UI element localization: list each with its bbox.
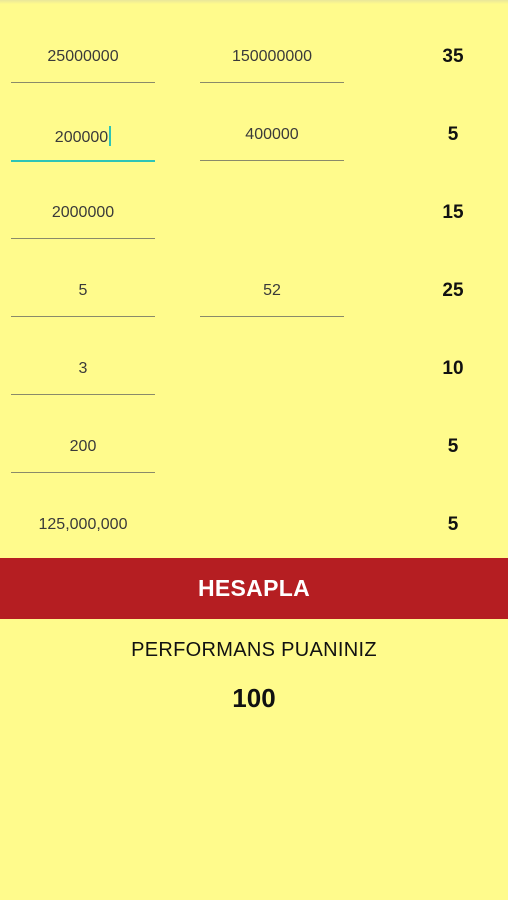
input-value: 5 <box>78 282 88 299</box>
input-underline-focused <box>11 160 155 162</box>
result-label: PERFORMANS PUANINIZ <box>131 639 377 661</box>
input-field-1[interactable] <box>11 36 155 114</box>
input-field-2[interactable] <box>200 114 344 192</box>
input-value: 2000000 <box>51 204 115 221</box>
calculate-button[interactable] <box>0 558 508 619</box>
input-field-2[interactable] <box>200 270 344 348</box>
input-underline <box>11 316 155 317</box>
input-underline <box>200 82 344 83</box>
criteria-row <box>0 36 508 114</box>
input-field-1[interactable] <box>11 426 155 504</box>
input-field-1[interactable] <box>11 348 155 426</box>
input-value: 52 <box>263 282 281 299</box>
input-field-2[interactable] <box>200 36 344 114</box>
status-shadow <box>0 0 508 4</box>
input-underline <box>11 82 155 83</box>
criteria-row <box>0 426 508 504</box>
row-score: 5 <box>447 514 459 535</box>
result-value: 100 <box>232 683 276 713</box>
text-caret <box>109 126 111 146</box>
criteria-row <box>0 114 508 192</box>
input-value-wrap <box>11 126 155 147</box>
calculate-button-label: HESAPLA <box>197 575 310 601</box>
input-value: 25000000 <box>47 48 119 65</box>
criteria-row <box>0 192 508 270</box>
criteria-row <box>0 348 508 426</box>
row-score: 10 <box>442 358 464 379</box>
input-underline <box>11 394 155 395</box>
row-score: 35 <box>442 46 464 67</box>
input-field-1[interactable] <box>11 114 155 192</box>
criteria-row <box>0 270 508 348</box>
input-field-1[interactable] <box>11 270 155 348</box>
row-score: 5 <box>447 436 459 457</box>
input-underline <box>200 316 344 317</box>
row-score: 25 <box>442 280 464 301</box>
input-value: 200 <box>69 438 97 455</box>
computed-value: 125,000,000 <box>38 516 128 533</box>
input-underline <box>11 238 155 239</box>
input-value: 3 <box>78 360 88 377</box>
input-value: 200000 <box>54 129 109 146</box>
row-score: 5 <box>447 124 459 145</box>
input-value: 400000 <box>245 126 299 143</box>
row-score: 15 <box>442 202 464 223</box>
input-field-1[interactable] <box>11 192 155 270</box>
input-value: 150000000 <box>231 48 313 65</box>
input-underline <box>11 472 155 473</box>
input-underline <box>200 160 344 161</box>
